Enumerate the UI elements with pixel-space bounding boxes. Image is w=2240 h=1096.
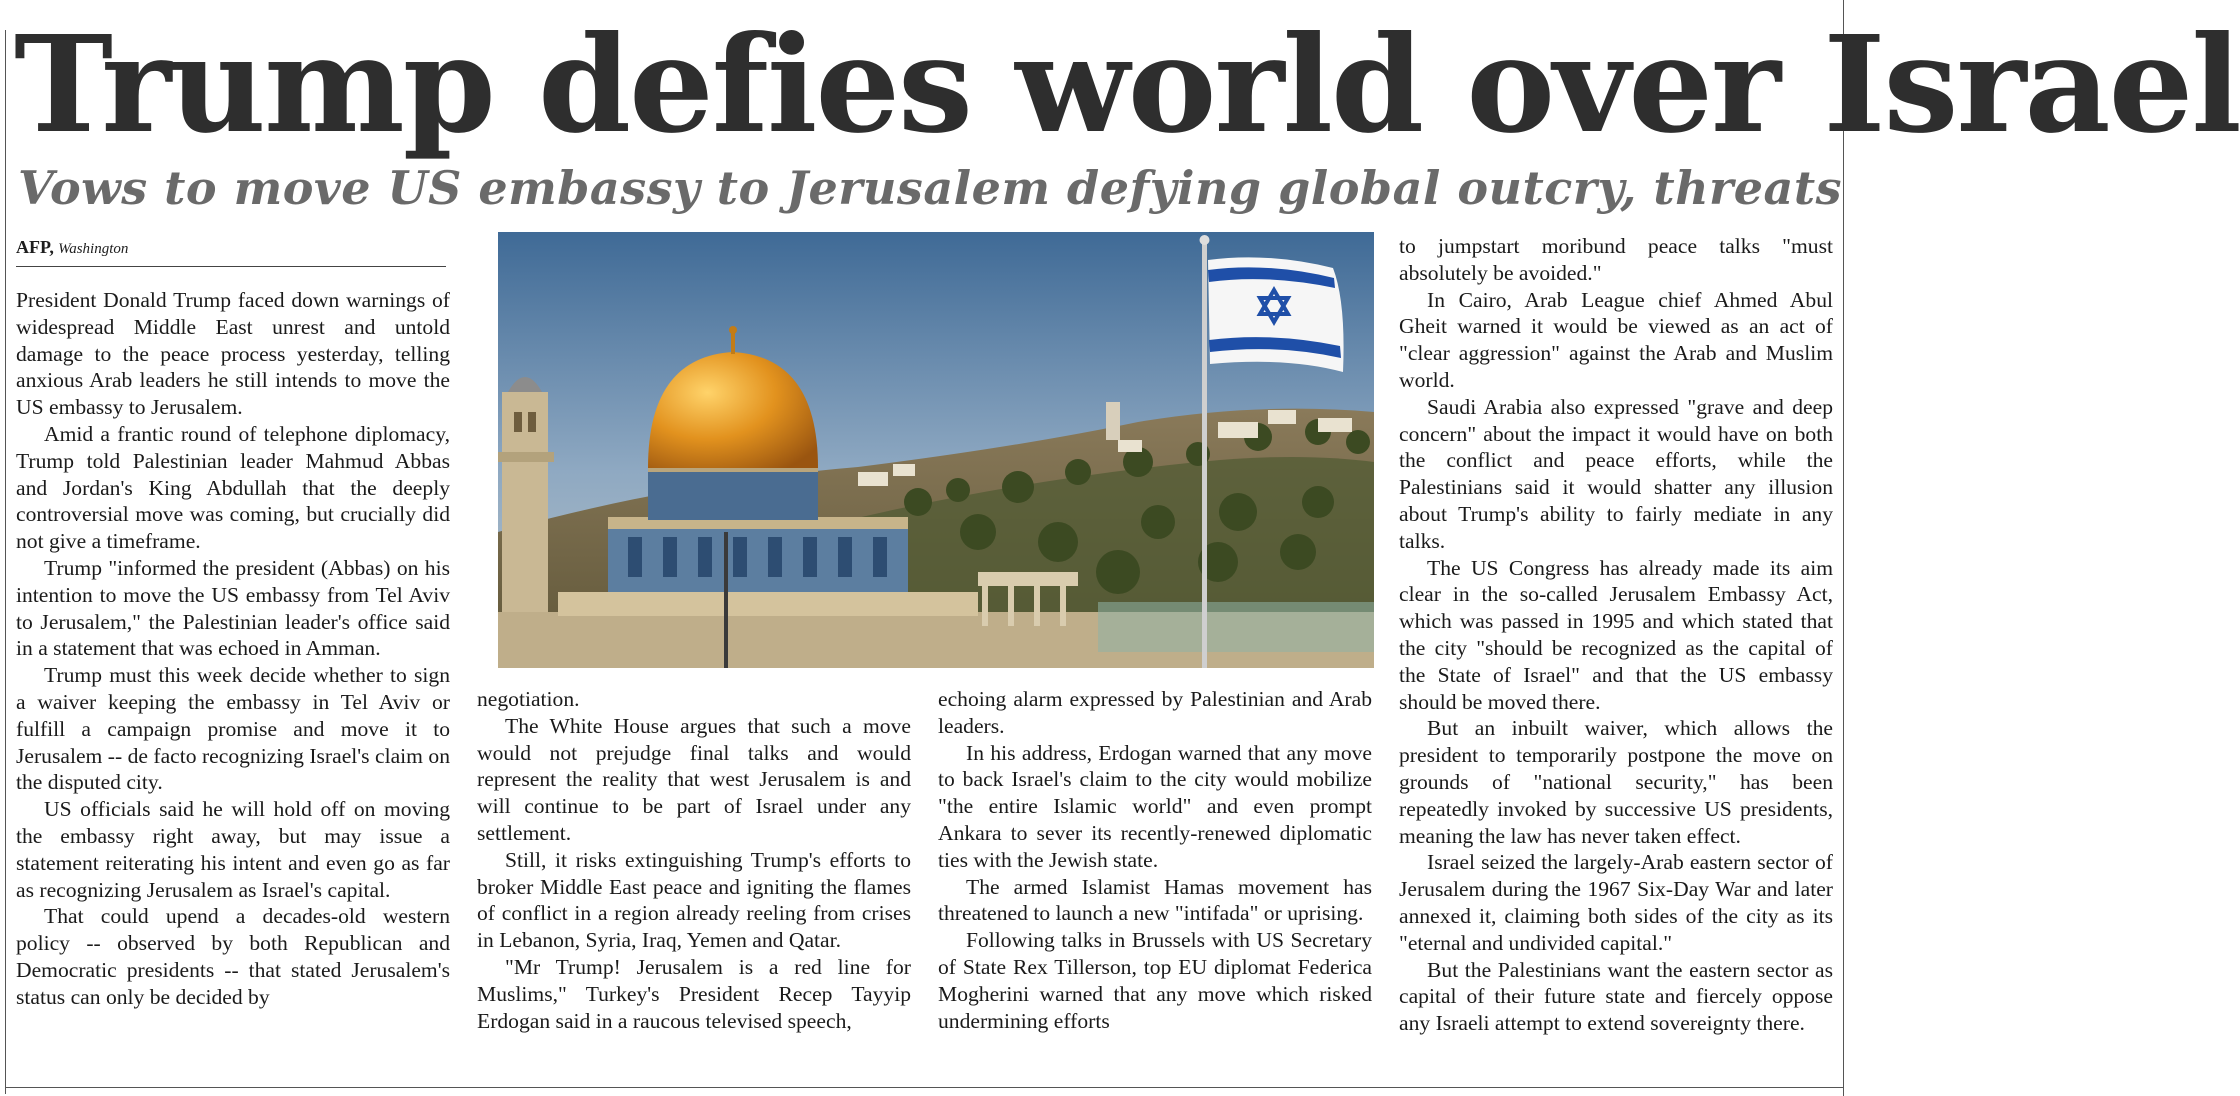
byline — [16, 236, 446, 267]
left-border-rule — [5, 30, 6, 1094]
byline-agency: AFP, — [16, 237, 54, 257]
paragraph: negotiation. — [477, 687, 580, 711]
subheadline: Vows to move US embassy to Jerusalem defying global outcry, threats — [18, 161, 1842, 215]
paragraph: The armed Islamist Hamas movement has threatened to launch a new "intifada" or uprising. — [938, 874, 1372, 926]
paragraph: Trump must this week decide whether to sign a waiver keeping the embassy in Tel Aviv or fulfill a campaign promise and move it to Jerusalem -- de facto recognizing Israel's claim on the disputed city. — [16, 663, 450, 795]
headline: Trump defies world over Israel — [14, 7, 2240, 163]
paragraph: Following talks in Brussels with US Secretary of State Rex Tillerson, top EU diplomat Federica Mogherini warned that any move which risked undermining efforts — [938, 928, 1372, 1033]
article-column-2 — [477, 686, 911, 1034]
jerusalem-photo — [498, 232, 1374, 668]
paragraph: Trump "informed the president (Abbas) on his intention to move the US embassy from Tel Aviv to Jerusalem," the Palestinian leader's office said in a statement that was echoed in Amman. — [16, 555, 450, 661]
byline-city: Washington — [58, 241, 129, 257]
paragraph: Israel seized the largely-Arab eastern sector of Jerusalem during the 1967 Six-Day War and later annexed it, claiming both sides of the city as its "eternal and undivided capital." — [1399, 850, 1833, 955]
article-column-4 — [1399, 233, 1833, 1037]
right-border-rule — [1843, 0, 1844, 1096]
article-column-3 — [938, 686, 1372, 1034]
paragraph: In his address, Erdogan warned that any move to back Israel's claim to the city would mobilize "the entire Islamic world" and even prompt Ankara to sever its recently-renewed diplomatic ties with the Jewish state. — [938, 740, 1372, 872]
paragraph: Saudi Arabia also expressed "grave and deep concern" about the impact it would have on both the conflict and peace efforts, while the Palestinians said it would shatter any illusion about Trump's ability to fairly mediate in any talks. — [1399, 394, 1833, 553]
paragraph: In Cairo, Arab League chief Ahmed Abul Gheit warned it would be viewed as an act of "clear aggression" against the Arab and Muslim world. — [1399, 287, 1833, 392]
paragraph: US officials said he will hold off on moving the embassy right away, but may issue a statement reiterating his intent and even go as far as recognizing Jerusalem as Israel's capital. — [16, 797, 450, 902]
paragraph: That could upend a decades-old western policy -- observed by both Republican and Democratic presidents -- that stated Jerusalem's status can only be decided by — [16, 904, 450, 1009]
article-column-1 — [16, 287, 450, 1011]
paragraph: The White House argues that such a move would not prejudge final talks and would represent the reality that west Jerusalem is and will continue to be part of Israel under any settlement. — [477, 713, 911, 845]
paragraph: to jumpstart moribund peace talks "must absolutely be avoided." — [1399, 234, 1833, 285]
paragraph: The US Congress has already made its aim clear in the so-called Jerusalem Embassy Act, which was passed in 1995 and which stated that the city "should be recognized as the capital of the State of Israel" and that the US embassy should be moved there. — [1399, 555, 1833, 714]
paragraph: But an inbuilt waiver, which allows the president to temporarily postpone the move on grounds of "national security," has been repeatedly invoked by successive US presidents, meaning the law has never taken effect. — [1399, 716, 1833, 848]
bottom-border-rule — [5, 1087, 1844, 1088]
paragraph: President Donald Trump faced down warnings of widespread Middle East unrest and untold damage to the peace process yesterday, telling anxious Arab leaders he still intends to move the US embassy to Jerusalem. — [16, 288, 450, 420]
israeli-flag-icon — [1208, 257, 1344, 372]
paragraph: Still, it risks extinguishing Trump's efforts to broker Middle East peace and igniting the flames of conflict in a region already reeling from crises in Lebanon, Syria, Iraq, Yemen and Qatar. — [477, 847, 911, 953]
paragraph: echoing alarm expressed by Palestinian and Arab leaders. — [938, 687, 1372, 738]
jerusalem-dome-of-the-rock-photo — [498, 232, 1374, 668]
paragraph: Amid a frantic round of telephone diplomacy, Trump told Palestinian leader Mahmud Abbas and Jordan's King Abdullah that the deeply controversial move was coming, but crucially did not give a timeframe. — [16, 421, 450, 554]
paragraph: But the Palestinians want the eastern sector as capital of their future state and fiercely oppose any Israeli attempt to extend sovereignty there. — [1399, 957, 1833, 1036]
paragraph: "Mr Trump! Jerusalem is a red line for Muslims," Turkey's President Recep Tayyip Erdogan said in a raucous televised speech, — [477, 954, 911, 1033]
